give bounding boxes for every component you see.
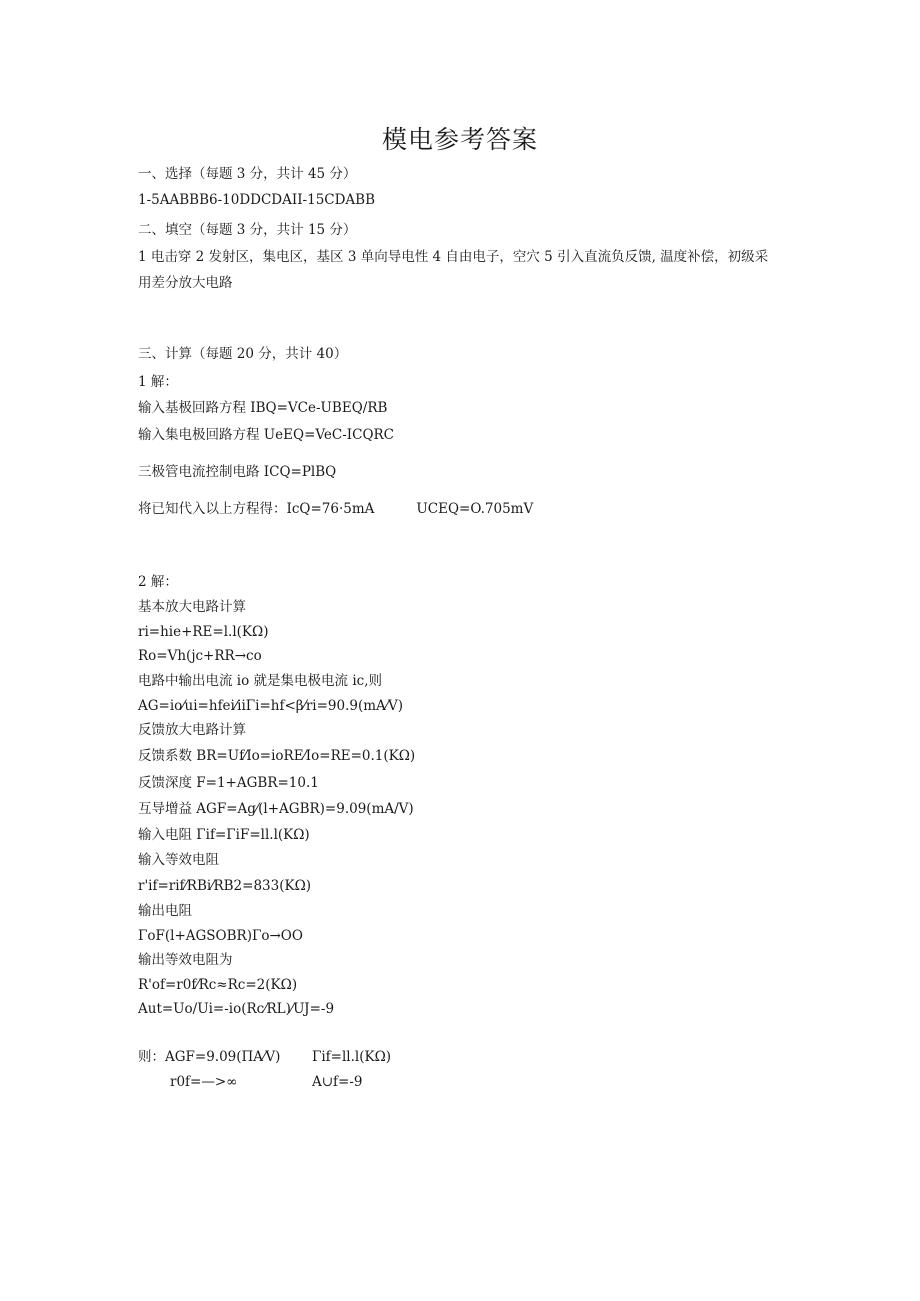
q1-result-icq: 将已知代入以上方程得：IcQ=76·5mA	[138, 501, 375, 517]
q2-line: 输入电阻 Γif=ΓiF=ll.l(KΩ)	[138, 827, 310, 843]
q2-line: 基本放大电路计算	[138, 599, 246, 615]
q2-label: 2 解：	[138, 574, 178, 590]
q2-line: 输出等效电阻为	[138, 952, 233, 968]
q2-line: ri=hie+RE=l.l(KΩ)	[138, 624, 269, 640]
q2-line: 输出电阻	[138, 903, 192, 919]
q2-line: 反馈放大电路计算	[138, 722, 246, 738]
q2-line: 输入等效电阻	[138, 852, 219, 868]
q2-line: 电路中输出电流 io 就是集电极电流 ic,则	[138, 673, 382, 689]
conclusion-auf: A∪f=-9	[312, 1074, 363, 1090]
q1-base-loop-equation: 输入基极回路方程 IBQ=VCe-UBEQ/RB	[138, 400, 388, 416]
section3-heading: 三、计算（每题 20 分，共计 40）	[138, 346, 348, 362]
q2-line: Aut=Uo/Ui=-io(Rc⁄RL)⁄UJ=-9	[138, 1001, 335, 1017]
q2-line: AG=io⁄ui=hfei⁄iiΓi=hf<β⁄ri=90.9(mA⁄V)	[138, 698, 404, 714]
q1-result	[138, 503, 533, 517]
q1-result-uceq: UCEQ=O.705mV	[416, 501, 534, 517]
q2-line: r'if=rif⁄RBi⁄RB2=833(KΩ)	[138, 878, 312, 894]
q1-current-control-equation: 三极管电流控制电路 ICQ=PlBQ	[138, 464, 337, 480]
conclusion-prefix: 则：	[138, 1049, 165, 1065]
q2-line: R'of=r0f⁄Rc≈Rc=2(KΩ)	[138, 977, 298, 993]
conclusion-rif: Γif=ll.l(KΩ)	[312, 1049, 392, 1065]
q1-label: 1 解：	[138, 374, 178, 390]
q1-collector-loop-equation: 输入集电极回路方程 UeEQ=VeC-ICQRC	[138, 427, 395, 443]
section1-answers: 1-5AABBB6-10DDCDAII-15CDABB	[138, 192, 376, 208]
q2-line: 反馈深度 F=1+AGBR=10.1	[138, 775, 319, 791]
q2-line: 反馈系数 BR=Uf⁄Io=ioRE⁄Io=RE=0.1(KΩ)	[138, 748, 416, 764]
conclusion-r0f: r0f=—>∞	[170, 1074, 238, 1090]
section2-heading: 二、填空（每题 3 分，共计 15 分）	[138, 222, 357, 238]
section2-answers: 1 电击穿 2 发射区，集电区，基区 3 单向导电性 4 自由电子，空穴 5 引入直流负反馈, 温度补偿，初级采用差分放大电路	[138, 249, 769, 291]
q2-line: Ro=Vh(jc+RR→co	[138, 648, 262, 664]
q2-line: 互导增益 AGF=Ag⁄(l+AGBR)=9.09(mA/V)	[138, 801, 414, 817]
conclusion-row-2	[170, 1074, 363, 1090]
section1-heading: 一、选择（每题 3 分，共计 45 分）	[138, 166, 357, 182]
conclusion-agf: AGF=9.09(ΠA⁄V)	[165, 1049, 281, 1065]
q2-line: ΓoF(l+AGSOBR)Γo→OO	[138, 928, 303, 944]
conclusion-row-1	[138, 1049, 392, 1065]
document-title: 模电参考答案	[381, 125, 538, 154]
